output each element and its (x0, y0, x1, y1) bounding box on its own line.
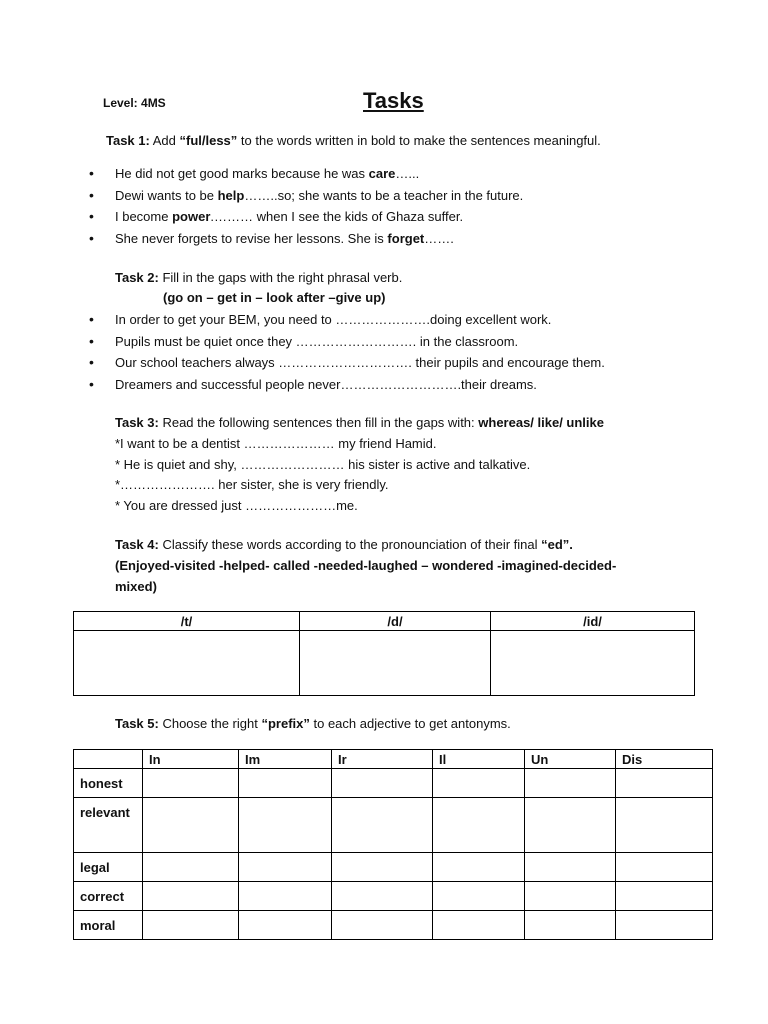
answer-cell[interactable] (616, 769, 713, 798)
answer-cell[interactable] (332, 853, 433, 882)
answer-cell[interactable] (239, 769, 332, 798)
answer-cell[interactable] (239, 853, 332, 882)
answer-cell[interactable] (143, 853, 239, 882)
task5-text-pre: Choose the right (158, 716, 262, 731)
list-item: • In order to get your BEM, you need to ………………….doing excellent work. (89, 309, 605, 331)
column-header-il: Il (433, 750, 525, 769)
task1-heading (106, 133, 601, 148)
task1-text-pre: Add (149, 133, 180, 148)
task1-text-post: to the words written in bold to make the sentences meaningful. (237, 133, 601, 148)
answer-cell-id[interactable] (491, 631, 695, 696)
task3-label: Task 3: (115, 415, 159, 430)
level-label: Level: 4MS (103, 96, 166, 110)
answer-cell[interactable] (525, 853, 616, 882)
row-label-relevant: relevant (74, 798, 143, 853)
task4-text-bold: “ed”. (541, 537, 573, 552)
task3-lines (115, 434, 530, 516)
task2-text: Fill in the gaps with the right phrasal verb. (158, 270, 403, 285)
column-header-dis: Dis (616, 750, 713, 769)
prefix-table (73, 749, 713, 940)
answer-cell[interactable] (143, 882, 239, 911)
answer-cell[interactable] (143, 911, 239, 940)
table-row (74, 769, 713, 798)
answer-cell-t[interactable] (74, 631, 300, 696)
task2-label: Task 2: (115, 270, 159, 285)
task3-line: * He is quiet and shy, …………………… his sister is active and talkative. (115, 456, 531, 472)
answer-cell[interactable] (433, 798, 525, 853)
list-item: • Dewi wants to be help……..so; she wants to be a teacher in the future. (89, 185, 523, 207)
answer-cell[interactable] (433, 769, 525, 798)
task2-list (89, 309, 605, 395)
pronunciation-table (73, 611, 695, 696)
task1-label: Task 1: (106, 133, 150, 148)
task1-list (89, 163, 523, 249)
answer-cell[interactable] (239, 882, 332, 911)
task3-words: whereas/ like/ unlike (478, 415, 604, 430)
answer-cell[interactable] (332, 882, 433, 911)
table-row (74, 911, 713, 940)
answer-cell[interactable] (143, 798, 239, 853)
page-title: Tasks (363, 88, 424, 113)
list-item: • He did not get good marks because he was care…... (89, 163, 523, 185)
answer-cell[interactable] (433, 911, 525, 940)
column-header-d: /d/ (300, 612, 491, 631)
answer-cell[interactable] (332, 769, 433, 798)
task4-label: Task 4: (115, 537, 159, 552)
column-header-in: In (143, 750, 239, 769)
answer-cell[interactable] (525, 769, 616, 798)
table-row (74, 798, 713, 853)
answer-cell[interactable] (616, 853, 713, 882)
row-label-honest: honest (74, 769, 143, 798)
task4-text-pre: Classify these words according to the pronounciation of their final (158, 537, 542, 552)
table-header-row (74, 612, 695, 631)
row-label-correct: correct (74, 882, 143, 911)
list-item: • She never forgets to revise her lessons. She is forget……. (89, 228, 523, 250)
answer-cell[interactable] (332, 798, 433, 853)
answer-cell[interactable] (143, 769, 239, 798)
answer-cell[interactable] (616, 798, 713, 853)
list-item: • Our school teachers always …………………………. their pupils and encourage them. (89, 352, 605, 374)
task4-heading (115, 537, 573, 552)
answer-cell[interactable] (616, 882, 713, 911)
answer-cell[interactable] (525, 798, 616, 853)
corner-cell (74, 750, 143, 769)
column-header-im: Im (239, 750, 332, 769)
row-label-legal: legal (74, 853, 143, 882)
row-label-moral: moral (74, 911, 143, 940)
column-header-un: Un (525, 750, 616, 769)
task5-text-post: to each adjective to get antonyms. (309, 716, 511, 731)
list-item: • I become power.……… when I see the kids of Ghaza suffer. (89, 206, 523, 228)
table-row (74, 882, 713, 911)
column-header-ir: Ir (332, 750, 433, 769)
answer-cell-d[interactable] (300, 631, 491, 696)
table-header-row (74, 750, 713, 769)
task4-words-line2: mixed) (115, 579, 157, 594)
answer-cell[interactable] (433, 853, 525, 882)
task1-text-bold: “ful/less” (179, 133, 238, 148)
answer-cell[interactable] (433, 882, 525, 911)
answer-cell[interactable] (332, 911, 433, 940)
answer-cell[interactable] (616, 911, 713, 940)
task3-line: *…………………. her sister, she is very friendly. (115, 477, 389, 492)
task5-label: Task 5: (115, 716, 159, 731)
answer-cell[interactable] (525, 911, 616, 940)
task5-text-bold: “prefix” (261, 716, 310, 731)
answer-cell[interactable] (239, 911, 332, 940)
task2-heading (115, 270, 402, 285)
answer-cell[interactable] (239, 798, 332, 853)
task5-heading (115, 716, 511, 731)
task4-words-line1: (Enjoyed-visited -helped- called -needed-laughed – wondered -imagined-decided- (115, 558, 617, 573)
task3-text: Read the following sentences then fill in the gaps with: (158, 415, 479, 430)
task3-line: *I want to be a dentist ………………… my friend Hamid. (115, 436, 437, 451)
list-item: • Pupils must be quiet once they ………………………. in the classroom. (89, 331, 605, 353)
column-header-id: /id/ (491, 612, 695, 631)
table-row (74, 853, 713, 882)
list-item: • Dreamers and successful people never……………………….their dreams. (89, 374, 605, 396)
column-header-t: /t/ (74, 612, 300, 631)
table-row (74, 631, 695, 696)
answer-cell[interactable] (525, 882, 616, 911)
task3-line: * You are dressed just …………………me. (115, 497, 358, 513)
task2-choices: (go on – get in – look after –give up) (163, 290, 386, 305)
task3-heading (115, 415, 604, 430)
